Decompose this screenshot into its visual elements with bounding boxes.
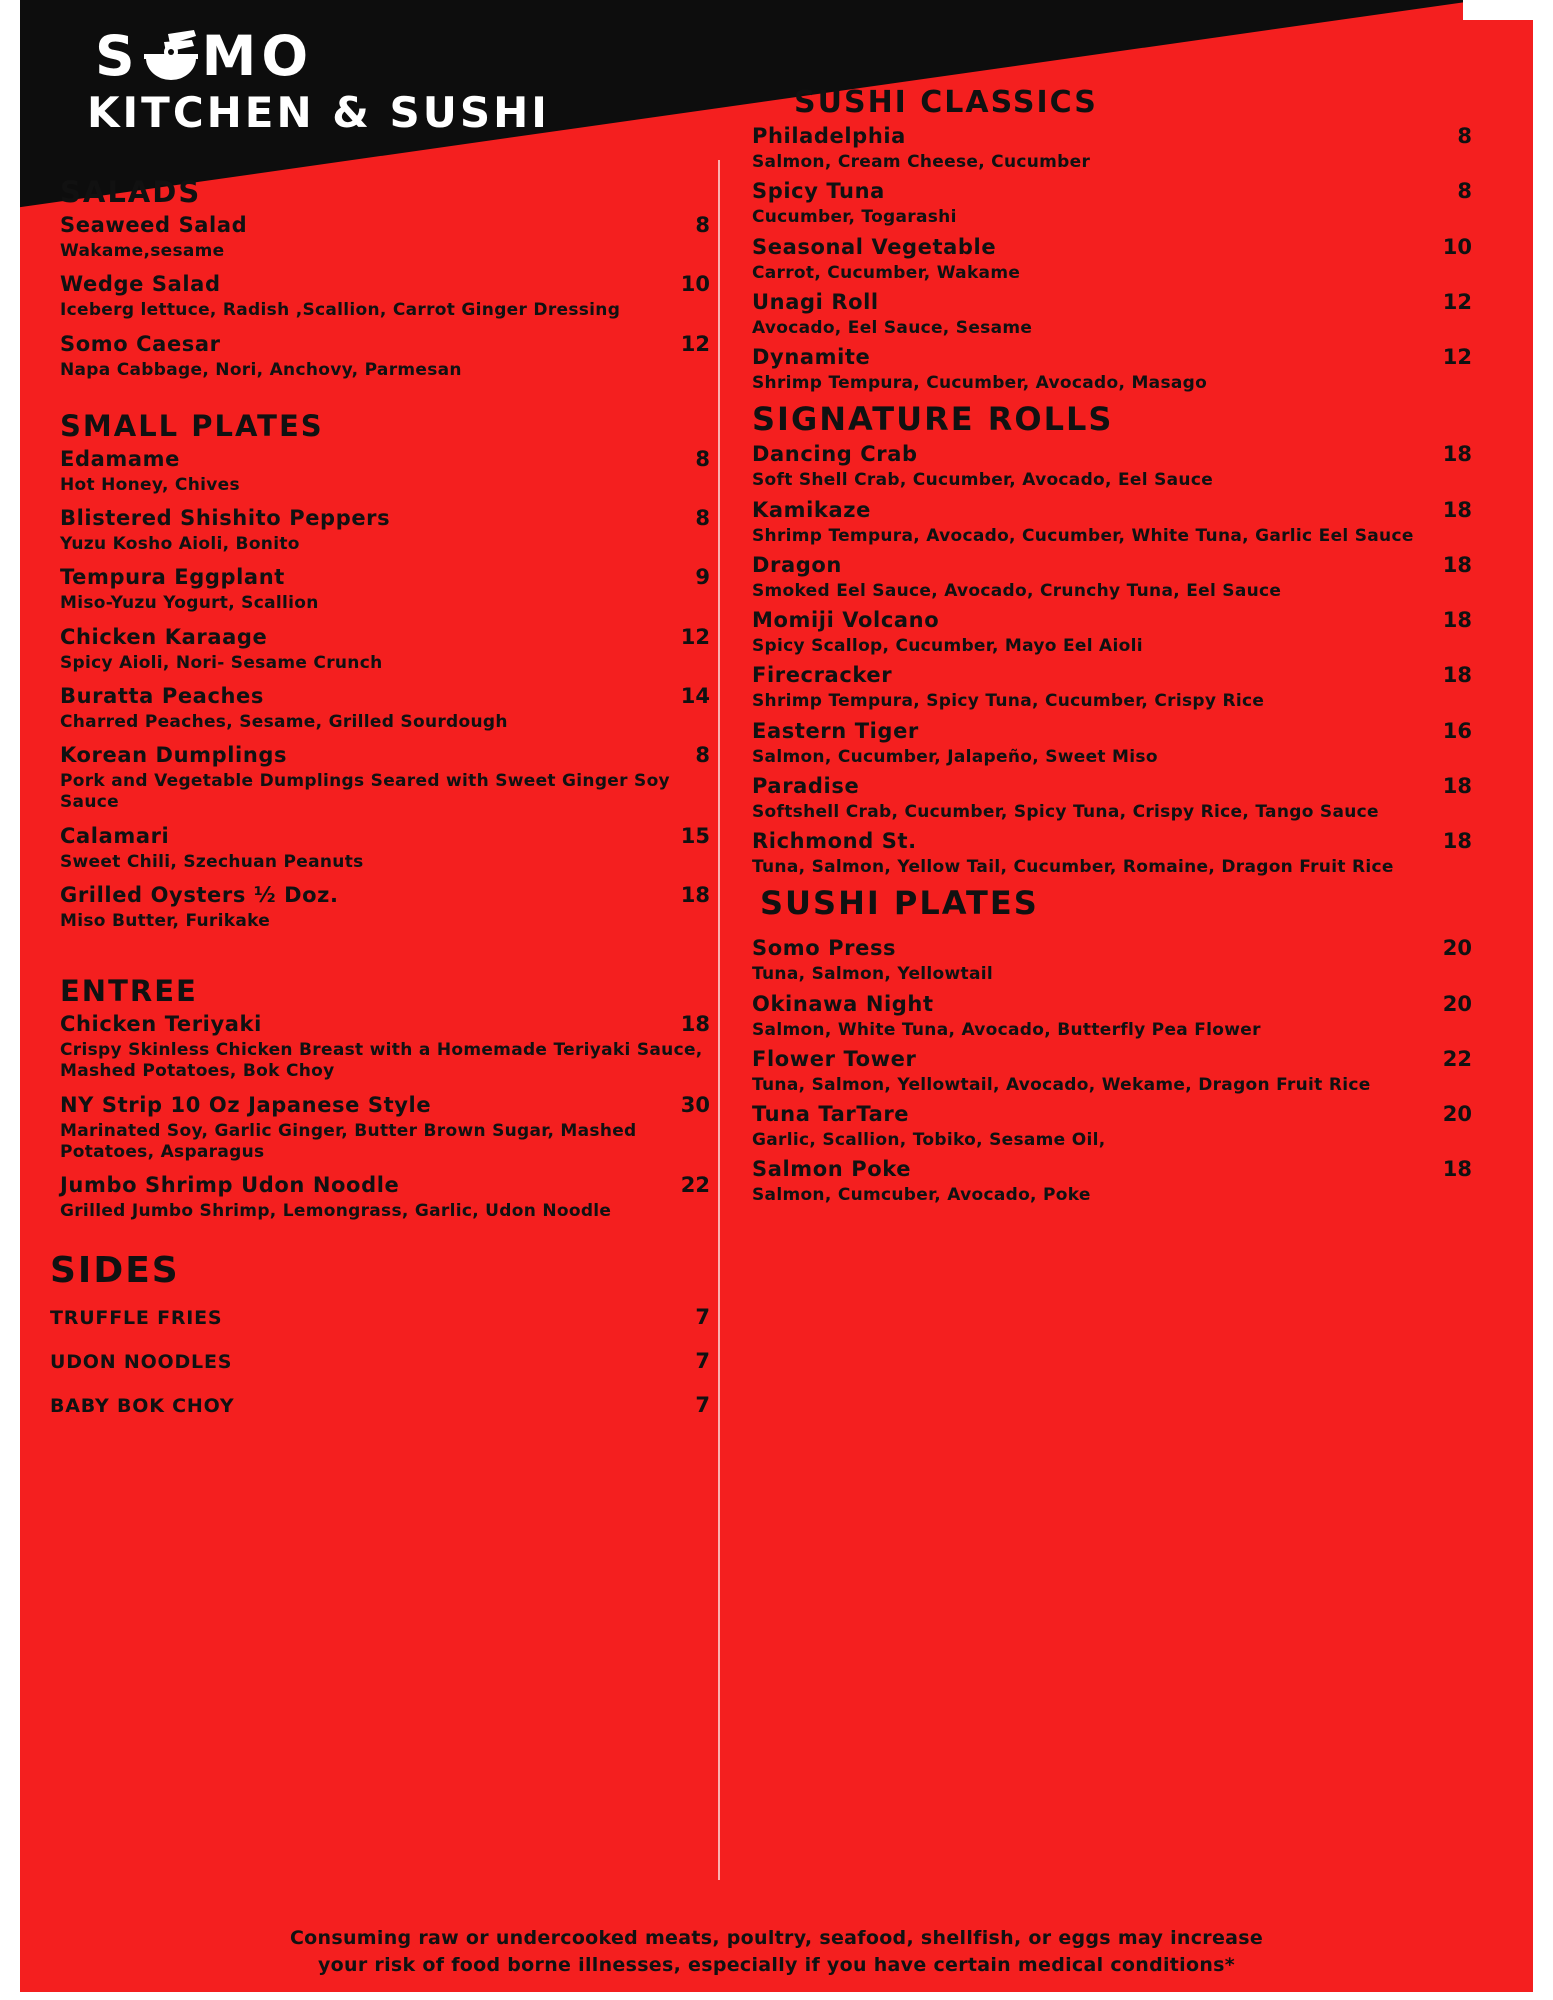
section-entree [50,974,710,1222]
item-name: Okinawa Night [752,991,934,1016]
item-price: 20 [1442,991,1472,1016]
menu-item [752,719,1472,768]
item-description: Spicy Scallop, Cucumber, Mayo Eel Aioli [752,636,1143,656]
item-name: Tempura Eggplant [60,565,285,590]
item-description: Crispy Skinless Chicken Breast with a Homemade Teriyaki Sauce, Mashed Potatoes, Bok Choy [60,1040,703,1082]
item-name: TRUFFLE FRIES [50,1307,223,1330]
menu-item [50,684,710,733]
page-margin-right [1533,0,1553,2000]
page-margin-left [0,0,20,2000]
item-name: Somo Caesar [60,331,221,356]
section-small-plates [50,409,710,932]
page-margin-bottom [0,1992,1553,2000]
right-column [752,85,1472,1213]
sushi-bowl-chopsticks-icon [142,28,200,84]
signature-rolls-items [752,442,1472,878]
item-price: 18 [1442,497,1472,522]
disclaimer-footer [0,1925,1553,1980]
item-price: 14 [680,683,710,708]
item-name: UDON NOODLES [50,1351,233,1374]
menu-item [50,272,710,321]
item-price: 22 [1442,1046,1472,1071]
item-price: 12 [1442,345,1472,369]
section-signature-rolls [752,400,1472,878]
item-price: 12 [680,624,710,649]
menu-item [50,1349,710,1373]
menu-item [752,179,1472,228]
menu-item [752,1047,1472,1096]
item-description: Salmon, Cucumber, Jalapeño, Sweet Miso [752,746,1158,767]
item-name: Grilled Oysters ½ Doz. [60,882,339,907]
item-description: Shrimp Tempura, Spicy Tuna, Cucumber, Crispy Rice [752,691,1265,712]
item-description: Tuna, Salmon, Yellow Tail, Cucumber, Romaine, Dragon Fruit Rice [752,857,1394,877]
menu-item [50,213,710,262]
item-price: 8 [1457,124,1472,148]
menu-item [752,936,1472,985]
item-name: Calamari [60,823,170,848]
item-name: Tuna TarTare [752,1102,910,1126]
item-price: 18 [1442,608,1472,632]
menu-item [50,447,710,496]
item-description: Spicy Aioli, Nori- Sesame Crunch [60,652,383,673]
item-description: Carrot, Cucumber, Wakame [752,262,1021,283]
menu-item [752,774,1472,823]
item-name: Somo Press [752,936,897,961]
brand-logo [87,23,550,137]
section-title-sushi-classics: SUSHI CLASSICS [794,85,1098,120]
item-price: 12 [1442,289,1472,314]
item-name: Paradise [752,773,860,798]
item-description: Tuna, Salmon, Yellowtail, Avocado, Wekame, Dragon Fruit Rice [752,1074,1371,1095]
item-name: Chicken Teriyaki [60,1012,262,1036]
item-price: 8 [695,213,710,237]
item-name: Richmond St. [752,829,917,853]
item-name: Jumbo Shrimp Udon Noodle [60,1173,400,1197]
entree-items [50,1012,710,1222]
menu-item [50,883,710,932]
menu-item [50,1012,710,1083]
section-sushi-plates [752,884,1472,1206]
item-name: Salmon Poke [752,1157,912,1182]
item-description: Avocado, Eel Sauce, Sesame [752,317,1033,338]
item-name: Dragon [752,552,842,577]
section-sushi-classics [752,85,1472,394]
item-description: Napa Cabbage, Nori, Anchovy, Parmesan [60,359,462,380]
brand-letter-s: S [95,23,140,88]
item-description: Charred Peaches, Sesame, Grilled Sourdough [60,711,508,732]
item-name: Kamikaze [752,497,871,522]
item-price: 18 [1442,1157,1472,1182]
sides-items [50,1305,710,1417]
menu-item [50,625,710,674]
item-name: NY Strip 10 Oz Japanese Style [60,1092,432,1117]
item-price: 30 [680,1092,710,1117]
item-description: Cucumber, Togarashi [752,207,957,228]
section-title-signature-rolls: SIGNATURE ROLLS [752,400,1114,439]
item-description: Salmon, Cumcuber, Avocado, Poke [752,1185,1091,1206]
item-price: 7 [695,1393,710,1418]
menu-item [50,506,710,555]
menu-item [752,442,1472,491]
item-price: 15 [680,823,710,848]
item-name: Blistered Shishito Peppers [60,506,391,530]
item-description: Garlic, Scallion, Tobiko, Sesame Oil, [752,1130,1106,1150]
item-description: Hot Honey, Chives [60,474,240,495]
item-price: 10 [680,272,710,297]
item-price: 8 [695,743,710,767]
menu-item [752,1157,1472,1206]
item-name: Seasonal Vegetable [752,234,997,259]
item-name: BABY BOK CHOY [50,1395,235,1418]
menu-item [752,345,1472,394]
item-price: 20 [1442,1102,1472,1126]
item-name: Korean Dumplings [60,743,288,767]
item-description: Miso Butter, Furikake [60,910,271,931]
left-column [50,175,710,1437]
menu-item [752,829,1472,878]
item-description: Salmon, White Tuna, Avocado, Butterfly Pea Flower [752,1019,1261,1040]
item-price: 22 [680,1173,710,1197]
column-divider [718,160,720,1880]
item-name: Edamame [60,446,180,471]
salads-items [50,213,710,381]
section-sides [50,1250,710,1417]
item-price: 9 [695,565,710,590]
item-price: 20 [1442,936,1472,961]
item-name: Spicy Tuna [752,179,885,204]
item-price: 18 [1442,552,1472,577]
item-price: 8 [1457,179,1472,204]
item-name: Eastern Tiger [752,718,919,743]
item-price: 7 [695,1349,710,1374]
item-name: Momiji Volcano [752,608,940,632]
section-salads [50,175,710,381]
item-price: 16 [1442,718,1472,743]
menu-item [50,1393,710,1417]
page-corner-top-right [1463,0,1553,20]
item-description: Yuzu Kosho Aioli, Bonito [60,534,300,554]
item-price: 18 [680,1012,710,1036]
item-name: Flower Tower [752,1046,917,1071]
sushi-plates-items [752,936,1472,1206]
menu-item [50,824,710,873]
item-price: 18 [1442,442,1472,467]
item-description: Wakame,sesame [60,241,225,261]
item-description: Smoked Eel Sauce, Avocado, Crunchy Tuna, Eel Sauce [752,580,1282,601]
item-name: Dancing Crab [752,442,918,467]
item-price: 18 [680,882,710,907]
sushi-classics-items [752,124,1472,394]
item-price: 12 [680,331,710,356]
menu-item [752,663,1472,712]
item-name: Philadelphia [752,124,906,148]
item-description: Sweet Chili, Szechuan Peanuts [60,851,364,872]
item-description: Grilled Jumbo Shrimp, Lemongrass, Garlic, Udon Noodle [60,1201,612,1221]
item-description: Marinated Soy, Garlic Ginger, Butter Brown Sugar, Mashed Potatoes, Asparagus [60,1120,637,1162]
item-name: Chicken Karaage [60,624,268,649]
brand-letters-mo: MO [201,23,314,88]
menu-item [752,992,1472,1041]
disclaimer-line-2: your risk of food borne illnesses, especially if you have certain medical conditions* [317,1954,1236,1977]
item-description: Salmon, Cream Cheese, Cucumber [752,152,1091,172]
menu-item [50,565,710,614]
item-price: 10 [1442,234,1472,259]
small-plates-items [50,447,710,932]
brand-name-top [95,23,550,88]
item-price: 8 [695,506,710,530]
disclaimer-line-1: Consuming raw or undercooked meats, poultry, seafood, shellfish, or eggs may increase [289,1926,1264,1949]
menu-item [50,332,710,381]
menu-item [752,498,1472,547]
item-description: Soft Shell Crab, Cucumber, Avocado, Eel Sauce [752,470,1214,491]
item-price: 18 [1442,773,1472,798]
item-name: Buratta Peaches [60,683,264,708]
menu-item [752,124,1472,173]
item-description: Iceberg lettuce, Radish ,Scallion, Carrot Ginger Dressing [60,300,621,321]
item-description: Softshell Crab, Cucumber, Spicy Tuna, Crispy Rice, Tango Sauce [752,801,1379,822]
section-title-small-plates: SMALL PLATES [60,408,324,443]
item-name: Unagi Roll [752,289,879,314]
menu-item [50,1305,710,1329]
item-price: 7 [695,1305,710,1330]
brand-name-bottom: KITCHEN & SUSHI [87,88,550,137]
menu-item [752,290,1472,339]
item-description: Miso-Yuzu Yogurt, Scallion [60,593,319,614]
item-name: Dynamite [752,345,871,369]
item-name: Seaweed Salad [60,213,248,237]
menu-item [752,235,1472,284]
item-description: Shrimp Tempura, Cucumber, Avocado, Masago [752,373,1208,393]
item-price: 18 [1442,663,1472,688]
item-price: 18 [1442,829,1472,853]
menu-item [752,1102,1472,1151]
item-description: Shrimp Tempura, Avocado, Cucumber, White Tuna, Garlic Eel Sauce [752,525,1414,546]
menu-item [752,608,1472,657]
section-title-entree: ENTREE [60,974,198,1008]
menu-item [50,743,710,814]
section-title-sides: SIDES [50,1250,180,1292]
menu-item [752,553,1472,602]
section-title-sushi-plates: SUSHI PLATES [760,884,1039,923]
item-price: 8 [695,446,710,471]
item-description: Pork and Vegetable Dumplings Seared with Sweet Ginger Soy Sauce [60,771,670,813]
item-description: Tuna, Salmon, Yellowtail [752,964,993,985]
item-name: Wedge Salad [60,272,221,297]
menu-item [50,1093,710,1164]
menu-item [50,1173,710,1222]
section-title-salads: SALADS [60,175,202,209]
item-name: Firecracker [752,663,893,688]
